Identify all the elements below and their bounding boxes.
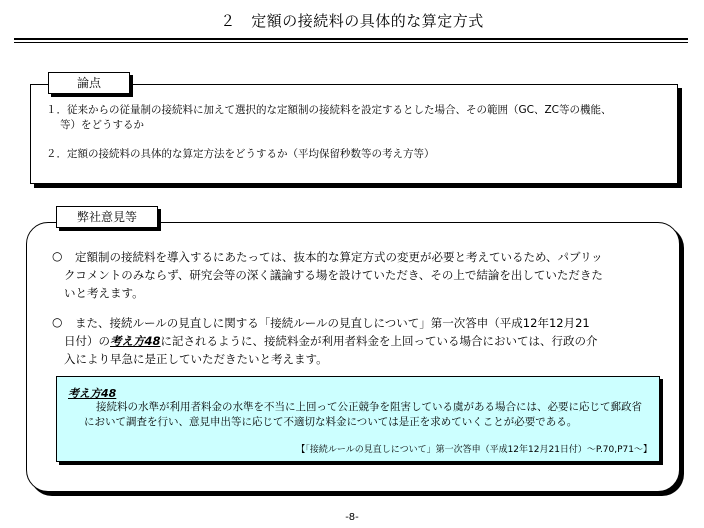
opinion-p1-line1: 定額制の接続料を導入するにあたっては、抜本的な算定方式の変更が必要と考えているため、パブリッ (75, 250, 603, 264)
opinion-p2-line1: また、接続ルールの見直しに関する「接続ルールの見直しについて」第一次答申（平成12年12月21 (75, 316, 590, 330)
issues-label: 論点 (48, 72, 130, 94)
title-rule-thick (14, 38, 688, 40)
opinion-p1-line3: いと考えます。 (64, 286, 144, 300)
quote-body: 接続料の水準が利用者料金の水準を不当に上回って公正競争を阻害している虞がある場合には、必要に応じて郵政省において調査を行い、意見申出等に応じて不適切な料金については是正を求めていくことが必要である。 (84, 401, 642, 428)
issues-box (30, 84, 678, 184)
bullet-icon: ○ (52, 249, 63, 263)
issue-item-1-cont: 等）をどうするか (60, 119, 144, 131)
bullet-icon: ○ (52, 315, 63, 329)
opinion-p2-line2 (64, 332, 598, 351)
page-number: -8- (345, 512, 359, 523)
opinion-p2-line2-post: に記されるように、接続料金が利用者料金を上回っている場合においては、行政の介 (160, 334, 598, 348)
title-rule-thin (14, 42, 688, 43)
opinion-p2-line2-pre: 日付）の (64, 334, 110, 348)
issue-item-1: １．従来からの従量制の接続料に加えて選択的な定額制の接続料を設定するとした場合、その範囲（GC、ZC等の機能、 (46, 104, 612, 116)
issue-item-2: ２．定額の接続料の具体的な算定方法をどうするか（平均保留秒数等の考え方等） (46, 148, 435, 160)
opinion-p2-line3: 入により早急に是正していただきたいと考えます。 (64, 352, 328, 366)
quote-title: 考え方48 (68, 387, 117, 400)
opinion-label: 弊社意見等 (56, 206, 158, 228)
quote-source: 【「接続ルールの見直しについて」第一次答申（平成12年12月21日付）～P.70,P71～】 (296, 445, 652, 455)
opinion-p2-emph: 考え方48 (110, 334, 161, 348)
page-title: ２ 定額の接続料の具体的な算定方式 (220, 12, 484, 30)
opinion-p1-line2: クコメントのみならず、研究会等の深く議論する場を設けていただき、その上で結論を出していただきた (64, 268, 603, 282)
